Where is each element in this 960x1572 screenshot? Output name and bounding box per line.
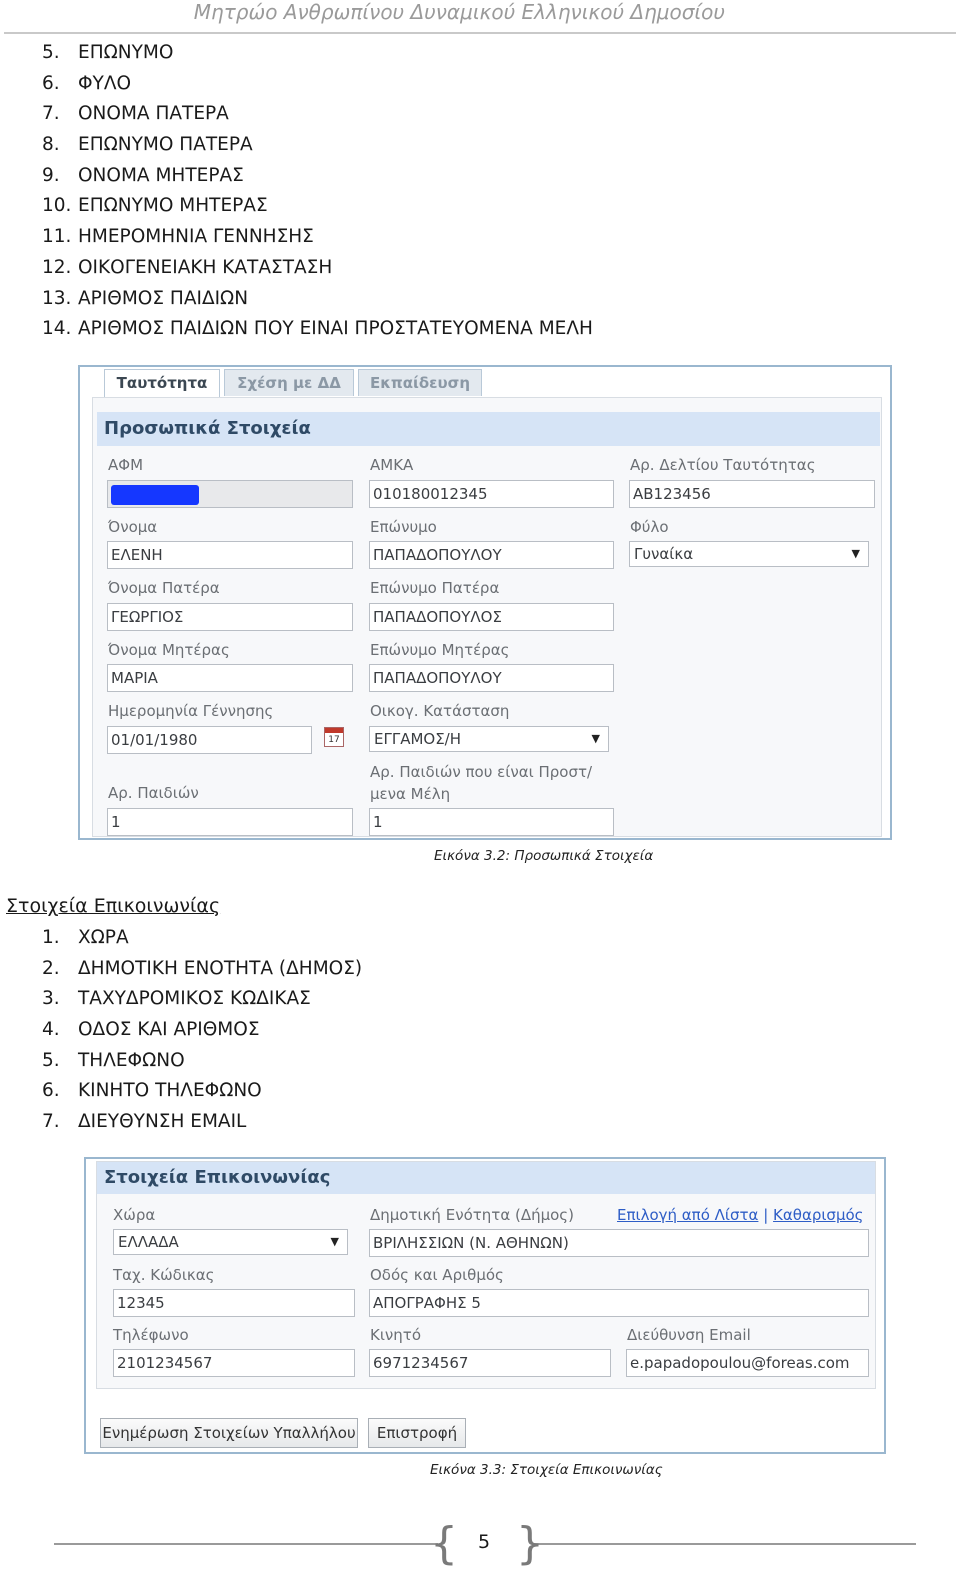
gender-select[interactable]: Γυναίκα ▼	[629, 541, 869, 567]
clear-link[interactable]: Καθαρισμός	[773, 1206, 864, 1224]
list-item	[42, 69, 593, 100]
gender-label: Φύλο	[630, 518, 669, 536]
phone-label: Τηλέφωνο	[113, 1326, 189, 1344]
list-item	[42, 38, 593, 69]
link-separator: |	[763, 1206, 769, 1224]
page-number: 5	[477, 1531, 491, 1553]
postal-code-label: Ταχ. Κώδικας	[113, 1266, 215, 1284]
email-field[interactable]: e.papadopoulou@foreas.com	[626, 1349, 869, 1377]
footer-brace-left: {	[430, 1518, 458, 1569]
list-item	[42, 222, 593, 253]
list-item-text: ΔΗΜΟΤΙΚΗ ΕΝΟΤΗΤΑ (ΔΗΜΟΣ)	[78, 957, 363, 979]
municipality-links	[617, 1206, 863, 1224]
father-name-field[interactable]: ΓΕΩΡΓΙΟΣ	[107, 603, 353, 631]
street-label: Οδός και Αριθμός	[370, 1266, 504, 1284]
contact-section-heading: Στοιχεία Επικοινωνίας	[6, 895, 221, 917]
list-item	[42, 1076, 362, 1107]
mobile-label: Κινητό	[370, 1326, 422, 1344]
list-item-number: 6.	[42, 72, 60, 94]
id-card-label: Αρ. Δελτίου Ταυτότητας	[630, 456, 816, 474]
header-divider	[4, 32, 956, 34]
personal-fields-list	[42, 38, 593, 345]
list-item-number: 5.	[42, 42, 60, 63]
personal-section-title: Προσωπικά Στοιχεία	[97, 412, 880, 446]
list-item	[42, 161, 593, 192]
list-item-text: ΤΑΧΥΔΡΟΜΙΚΟΣ ΚΩΔΙΚΑΣ	[78, 988, 311, 1010]
contact-panel	[96, 1161, 876, 1389]
list-item-text: ΟΙΚΟΓΕΝΕΙΑΚΗ ΚΑΤΑΣΤΑΣΗ	[78, 256, 333, 278]
id-card-field[interactable]: ΑΒ123456	[629, 480, 875, 508]
contact-fields-list	[42, 923, 362, 1138]
list-item-number: 5.	[42, 1049, 60, 1071]
mother-surname-field[interactable]: ΠΑΠΑΔΟΠΟΥΛΟΥ	[369, 664, 614, 692]
protected-children-label-line1: Αρ. Παιδιών που είναι Προστ/	[370, 763, 593, 781]
first-name-field[interactable]: ΕΛΕΝΗ	[107, 541, 353, 569]
list-item-text: ΕΠΩΝΥΜΟ ΜΗΤΕΡΑΣ	[78, 195, 268, 217]
list-item-text: ΤΗΛΕΦΩΝΟ	[78, 1049, 185, 1071]
afm-redaction	[111, 485, 199, 505]
phone-field[interactable]: 2101234567	[113, 1349, 355, 1377]
tab-relation[interactable]: Σχέση με ΔΔ	[224, 369, 354, 396]
list-item-number: 6.	[42, 1080, 60, 1102]
footer-brace-right: }	[516, 1518, 544, 1569]
list-item-number: 7.	[42, 103, 60, 125]
children-field[interactable]: 1	[107, 808, 353, 836]
list-item-text: ΚΙΝΗΤΟ ΤΗΛΕΦΩΝΟ	[78, 1080, 262, 1102]
list-item-number: 3.	[42, 988, 60, 1010]
figure-caption-personal: Εικόνα 3.2: Προσωπικά Στοιχεία	[434, 848, 654, 864]
mother-name-field[interactable]: ΜΑΡΙΑ	[107, 664, 353, 692]
list-item-text: ΗΜΕΡΟΜΗΝΙΑ ΓΕΝΝΗΣΗΣ	[78, 226, 314, 248]
list-item-text: ΔΙΕΥΘΥΝΣΗ EMAIL	[78, 1111, 247, 1133]
country-select[interactable]: ΕΛΛΑΔΑ ▼	[113, 1229, 348, 1255]
list-item	[42, 99, 593, 130]
contact-section-title: Στοιχεία Επικοινωνίας	[97, 1162, 875, 1194]
country-label: Χώρα	[113, 1206, 156, 1224]
list-item-text: ΟΔΟΣ ΚΑΙ ΑΡΙΘΜΟΣ	[78, 1019, 260, 1041]
personal-form-window	[78, 365, 892, 840]
list-item-number: 10.	[42, 195, 72, 217]
tab-education[interactable]: Εκπαίδευση	[358, 369, 482, 396]
list-item	[42, 191, 593, 222]
footer-line-right	[534, 1543, 916, 1545]
contact-form-window	[84, 1157, 886, 1454]
list-item-number: 12.	[42, 256, 72, 278]
mother-surname-label: Επώνυμο Μητέρας	[370, 641, 510, 659]
list-item-text: ΟΝΟΜΑ ΠΑΤΕΡΑ	[78, 103, 229, 125]
back-button[interactable]: Επιστροφή	[368, 1418, 466, 1448]
children-label: Αρ. Παιδιών	[108, 784, 199, 802]
footer-line-left	[54, 1543, 438, 1545]
select-from-list-link[interactable]: Επιλογή από Λίστα	[617, 1206, 759, 1224]
tab-identity[interactable]: Ταυτότητα	[104, 369, 220, 398]
list-item	[42, 984, 362, 1015]
list-item	[42, 1015, 362, 1046]
protected-children-field[interactable]: 1	[369, 808, 614, 836]
municipality-field[interactable]: ΒΡΙΛΗΣΣΙΩΝ (Ν. ΑΘΗΝΩΝ)	[369, 1229, 869, 1257]
list-item-text: ΑΡΙΘΜΟΣ ΠΑΙΔΙΩΝ ΠΟΥ ΕΙΝΑΙ ΠΡΟΣΤΑΤΕΥΟΜΕΝΑ ΜΕΛΗ	[78, 318, 593, 340]
father-surname-field[interactable]: ΠΑΠΑΔΟΠΟΥΛΟΣ	[369, 603, 614, 631]
list-item-number: 11.	[42, 226, 72, 248]
first-name-label: Όνομα	[108, 518, 158, 536]
list-item	[42, 253, 593, 284]
chevron-down-icon: ▼	[330, 1235, 339, 1248]
afm-label: ΑΦΜ	[108, 456, 144, 474]
list-item-text: ΑΡΙΘΜΟΣ ΠΑΙΔΙΩΝ	[78, 287, 249, 309]
postal-code-field[interactable]: 12345	[113, 1289, 355, 1317]
amka-field[interactable]: 010180012345	[369, 480, 614, 508]
list-item-text: ΕΠΩΝΥΜΟ ΠΑΤΕΡΑ	[78, 134, 253, 156]
list-item-number: 7.	[42, 1111, 60, 1133]
street-field[interactable]: ΑΠΟΓΡΑΦΗΣ 5	[369, 1289, 869, 1317]
mother-name-label: Όνομα Μητέρας	[108, 641, 230, 659]
update-employee-button[interactable]: Ενημέρωση Στοιχείων Υπαλλήλου	[100, 1418, 358, 1448]
list-item	[42, 314, 593, 345]
list-item-text: ΦΥΛΟ	[78, 72, 132, 94]
list-item	[42, 284, 593, 315]
figure-caption-contact: Εικόνα 3.3: Στοιχεία Επικοινωνίας	[430, 1462, 663, 1478]
marital-status-select[interactable]: ΕΓΓΑΜΟΣ/Η ▼	[369, 726, 609, 752]
birth-date-field[interactable]: 01/01/1980	[107, 726, 312, 754]
municipality-label: Δημοτική Ενότητα (Δήμος)	[370, 1206, 574, 1224]
list-item-number: 2.	[42, 957, 60, 979]
list-item-text: ΟΝΟΜΑ ΜΗΤΕΡΑΣ	[78, 164, 244, 186]
marital-status-label: Οικογ. Κατάσταση	[370, 702, 510, 720]
birth-date-label: Ημερομηνία Γέννησης	[108, 702, 274, 720]
list-item	[42, 1046, 362, 1077]
list-item-number: 9.	[42, 164, 60, 186]
last-name-label: Επώνυμο	[370, 518, 437, 536]
header-title: Μητρώο Ανθρωπίνου Δυναμικού Ελληνικού Δημοσίου	[193, 0, 725, 24]
chevron-down-icon: ▼	[851, 547, 860, 560]
last-name-field[interactable]: ΠΑΠΑΔΟΠΟΥΛΟΥ	[369, 541, 614, 569]
amka-label: ΑΜΚΑ	[370, 456, 414, 474]
list-item	[42, 1107, 362, 1138]
list-item-number: 14.	[42, 318, 72, 340]
list-item-number: 1.	[42, 927, 60, 948]
personal-panel	[92, 397, 882, 837]
father-surname-label: Επώνυμο Πατέρα	[370, 579, 500, 597]
list-item-number: 13.	[42, 287, 72, 309]
list-item-number: 8.	[42, 134, 60, 156]
list-item	[42, 954, 362, 985]
page-header	[0, 0, 960, 34]
list-item-number: 4.	[42, 1019, 60, 1041]
list-item	[42, 130, 593, 161]
list-item	[42, 923, 362, 954]
protected-children-label-line2: μενα Μέλη	[370, 785, 451, 803]
chevron-down-icon: ▼	[591, 732, 600, 745]
list-item-text: ΕΠΩΝΥΜΟ	[78, 42, 174, 63]
list-item-text: ΧΩΡΑ	[78, 927, 129, 948]
father-name-label: Όνομα Πατέρα	[108, 579, 220, 597]
mobile-field[interactable]: 6971234567	[369, 1349, 611, 1377]
calendar-icon[interactable]: 17	[324, 727, 344, 747]
email-label: Διεύθυνση Email	[627, 1326, 751, 1344]
